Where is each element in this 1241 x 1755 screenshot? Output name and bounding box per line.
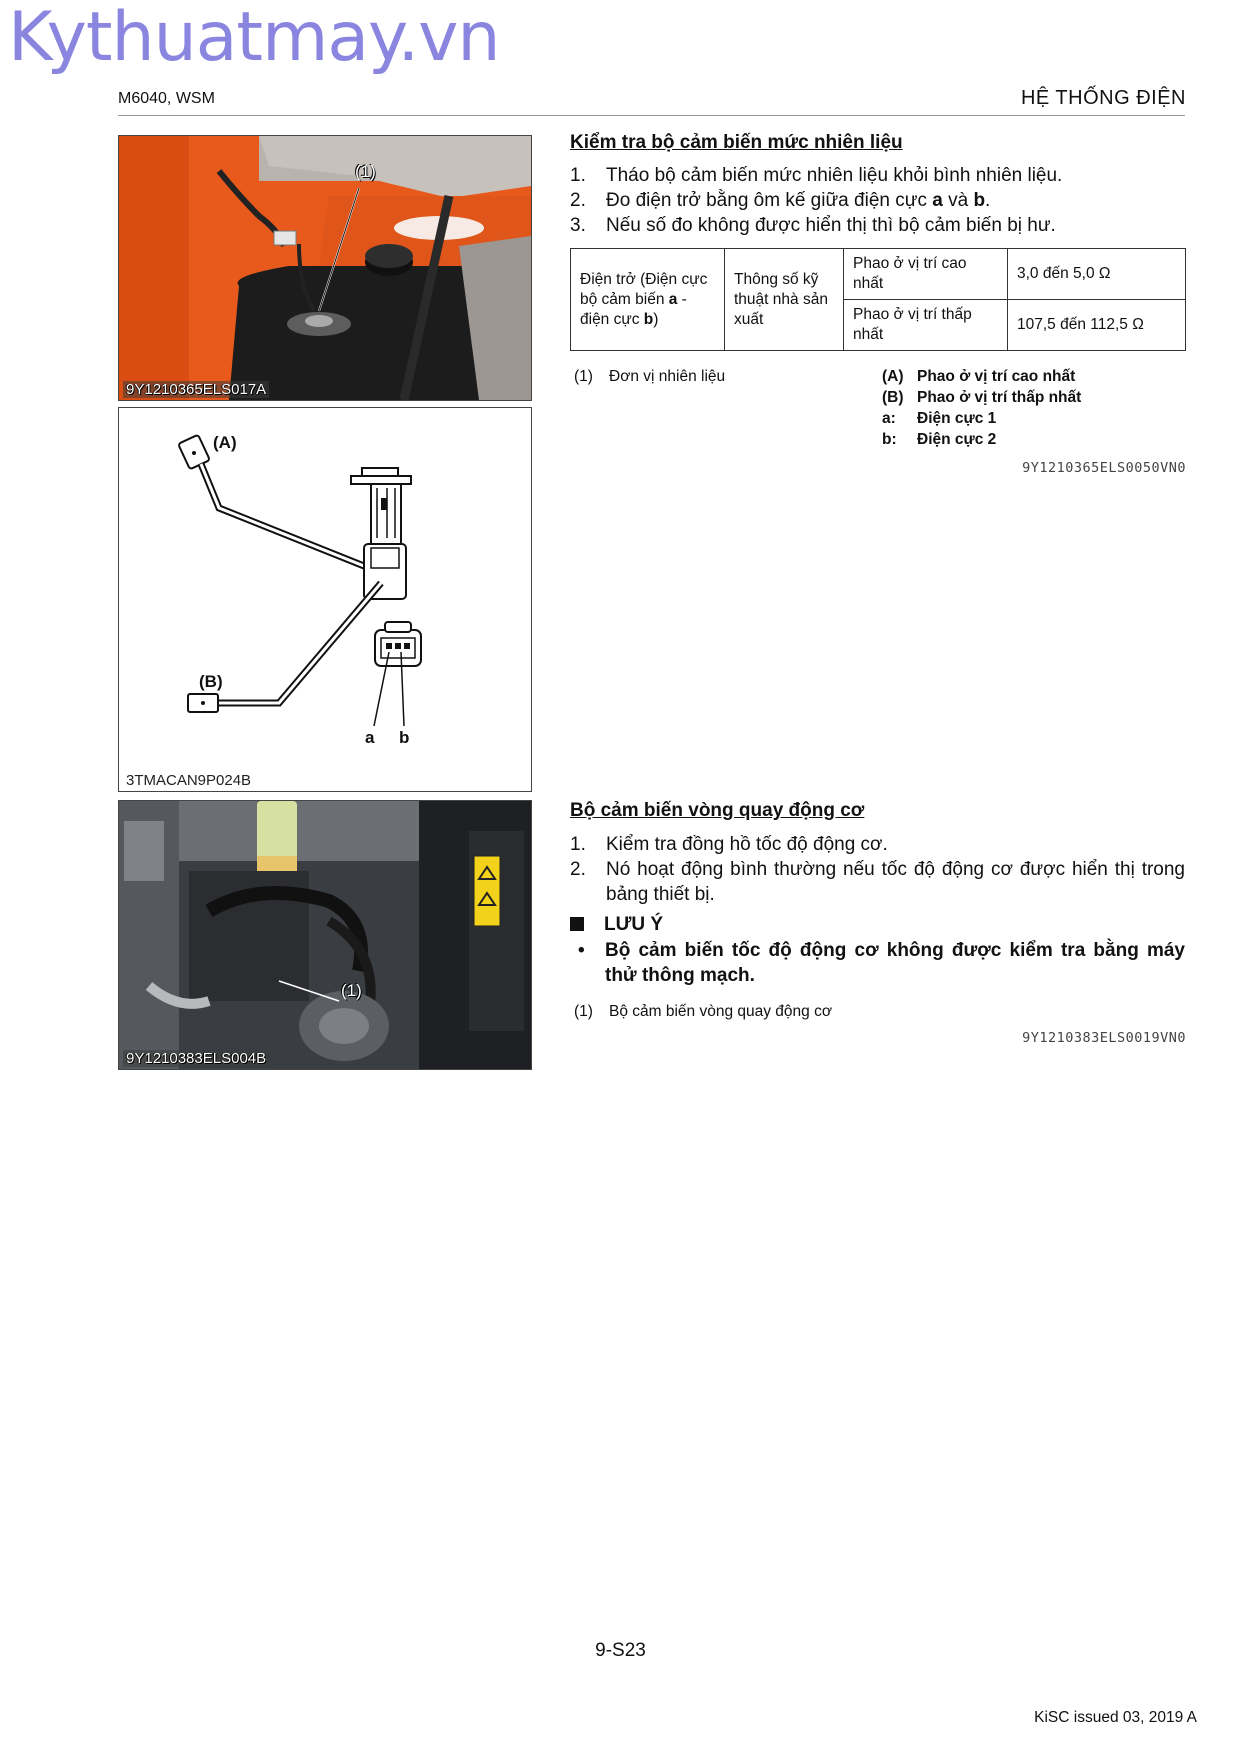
- step: 3. Nếu số đo không được hiển thị thì bộ cảm biến bị hư.: [570, 215, 1056, 236]
- spec-value: 107,5 đến 112,5 Ω: [1008, 300, 1186, 351]
- section-title: HỆ THỐNG ĐIỆN: [1020, 87, 1186, 109]
- figure-code: 9Y1210365ELS017A: [123, 381, 269, 398]
- fuel-sensor-diagram: [118, 407, 532, 792]
- speed-sensor-steps: [570, 832, 1185, 907]
- section-title-fuel-sensor: Kiểm tra bộ cảm biến mức nhiên liệu: [570, 132, 903, 153]
- figure-code: 3TMACAN9P024B: [126, 772, 252, 789]
- speed-sensor-legend: [574, 1001, 974, 1022]
- legend-item: (A) Phao ở vị trí cao nhất: [882, 368, 1076, 385]
- step: 1. Kiểm tra đồng hồ tốc độ động cơ.: [570, 834, 888, 855]
- callout-1: (1): [341, 981, 362, 1000]
- bullet-icon: •: [578, 940, 585, 961]
- label-terminal-b: b: [399, 728, 410, 747]
- label-terminal-a: a: [365, 728, 375, 747]
- spec-type: Thông số kỹ thuật nhà sản xuất: [725, 249, 844, 351]
- spec-condition: Phao ở vị trí thấp nhất: [844, 300, 1008, 351]
- fuel-sensor-steps: [570, 163, 1185, 238]
- legend-item: (1) Đơn vị nhiên liệu: [574, 368, 726, 385]
- fuel-sensor-legend-right: [882, 366, 1182, 450]
- step: 1. Tháo bộ cảm biến mức nhiên liệu khỏi bình nhiên liệu.: [570, 165, 1063, 186]
- engine-photo: [118, 800, 532, 1070]
- spec-condition: Phao ở vị trí cao nhất: [844, 249, 1008, 300]
- figure-code: 9Y1210383ELS004B: [123, 1050, 269, 1067]
- fuel-sensor-legend-left: [574, 366, 834, 387]
- watermark: Kythuatmay.vn: [8, 0, 500, 77]
- resistance-spec-table: [570, 248, 1186, 351]
- note-heading: LƯU Ý: [570, 914, 663, 936]
- label-float-b: (B): [199, 672, 223, 691]
- label-float-a: (A): [213, 433, 237, 452]
- section-title-speed-sensor: Bộ cảm biến vòng quay động cơ: [570, 800, 865, 821]
- spec-value: 3,0 đến 5,0 Ω: [1008, 249, 1186, 300]
- note-text: • Bộ cảm biến tốc độ động cơ không được kiểm tra bằng máy thử thông mạch.: [570, 938, 1185, 988]
- step: 2. Nó hoạt động bình thường nếu tốc độ động cơ được hiển thị trong bảng thiết bị.: [570, 859, 1185, 905]
- legend-item: (B) Phao ở vị trí thấp nhất: [882, 389, 1082, 406]
- fuel-sensor-doc-code: 9Y1210365ELS0050VN0: [1022, 460, 1186, 476]
- legend-item: a: Điện cực 1: [882, 410, 997, 427]
- spec-parameter: Điện trở (Điện cực bộ cảm biến a - điện cực b): [571, 249, 725, 351]
- legend-item: b: Điện cực 2: [882, 431, 997, 448]
- step: 2. Đo điện trở bằng ôm kế giữa điện cực a và b.: [570, 190, 991, 211]
- legend-item: (1) Bộ cảm biến vòng quay động cơ: [574, 1003, 833, 1020]
- header-divider: [118, 115, 1185, 116]
- speed-sensor-doc-code: 9Y1210383ELS0019VN0: [1022, 1030, 1186, 1046]
- fuel-tank-photo: [118, 135, 532, 401]
- callout-1: (1): [355, 162, 376, 181]
- square-bullet-icon: [570, 917, 584, 931]
- page-number: 9-S23: [595, 1640, 646, 1661]
- issue-info: KiSC issued 03, 2019 A: [1034, 1709, 1197, 1726]
- manual-name: M6040, WSM: [118, 90, 215, 107]
